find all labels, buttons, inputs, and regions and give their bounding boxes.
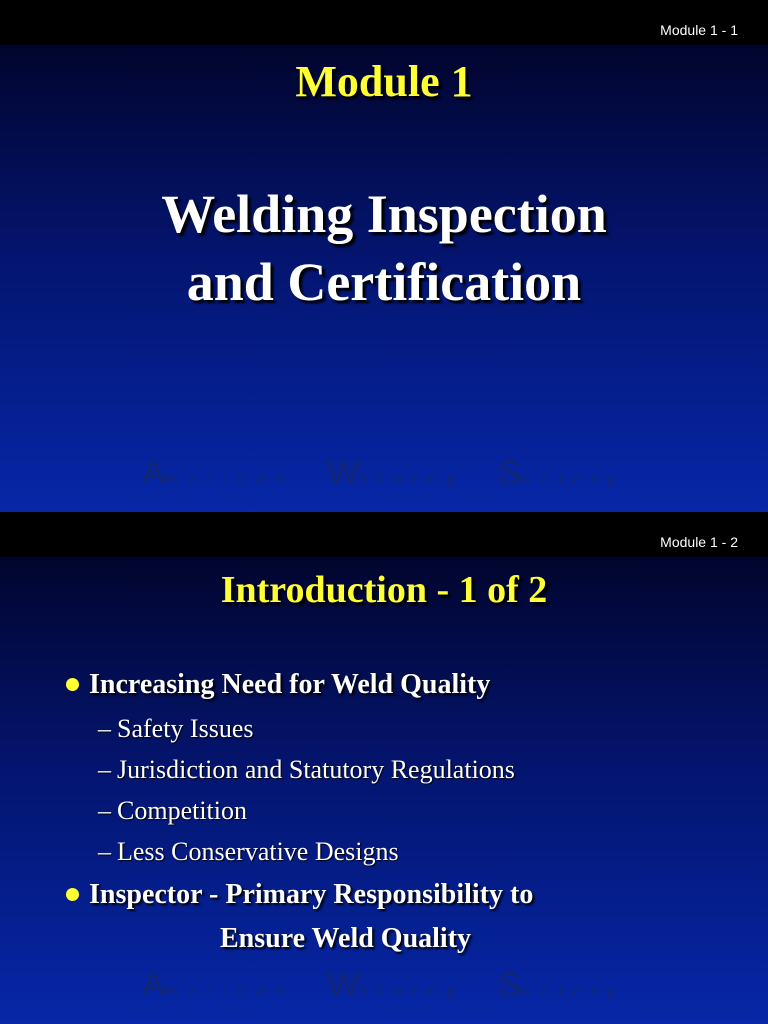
bullet-text-continued: Ensure Weld Quality [220, 923, 472, 954]
dash-icon: – [98, 837, 111, 866]
dash-icon: – [98, 714, 111, 743]
society-watermark [0, 454, 768, 493]
watermark-rest: elding [359, 471, 466, 488]
sub-item [98, 831, 748, 872]
watermark-word [498, 454, 626, 493]
bullet-list [62, 662, 748, 962]
sub-item [98, 749, 748, 790]
bullet-text: Inspector - Primary Responsibility to [89, 879, 534, 910]
bullet-text: Increasing Need for Weld Quality [89, 669, 491, 700]
slide-title: Introduction - 1 of 2 [220, 569, 548, 611]
watermark-cap: W [327, 966, 360, 1004]
sub-item-text: Jurisdiction and Statutory Regulations [117, 755, 515, 784]
module-label: Module 1 - 1 [660, 22, 738, 38]
dash-icon: – [98, 755, 111, 784]
watermark-cap: W [327, 454, 360, 492]
society-watermark [0, 966, 768, 1005]
module-label: Module 1 - 2 [660, 534, 738, 550]
watermark-rest: ociety [520, 471, 626, 488]
sub-item [98, 790, 748, 831]
watermark-cap: A [142, 454, 165, 492]
bullet-continuation [62, 918, 748, 962]
watermark-rest: elding [359, 983, 466, 1000]
watermark-rest: merican [164, 471, 296, 488]
bullet-dot-icon [66, 888, 79, 901]
watermark-cap: S [498, 966, 521, 1004]
bullet-dot-icon [66, 678, 79, 691]
watermark-word [498, 966, 626, 1005]
watermark-word [142, 454, 295, 493]
bullet-item [62, 872, 748, 918]
sub-item [98, 708, 748, 749]
sub-item-text: Less Conservative Designs [117, 837, 399, 866]
watermark-word [328, 966, 466, 1005]
watermark-cap: A [142, 966, 165, 1004]
course-title-line-1: Welding Inspection [161, 184, 607, 244]
watermark-rest: ociety [520, 983, 626, 1000]
watermark-rest: merican [164, 983, 296, 1000]
sub-item-text: Competition [117, 796, 247, 825]
sub-item-text: Safety Issues [117, 714, 254, 743]
module-title: Module 1 [295, 57, 473, 106]
bullet-item [62, 662, 748, 708]
watermark-cap: S [498, 454, 521, 492]
watermark-word [328, 454, 466, 493]
slide-2 [0, 512, 768, 1024]
course-title-line-2: and Certification [186, 252, 582, 312]
course-title [0, 180, 768, 316]
watermark-word [142, 966, 295, 1005]
dash-icon: – [98, 796, 111, 825]
